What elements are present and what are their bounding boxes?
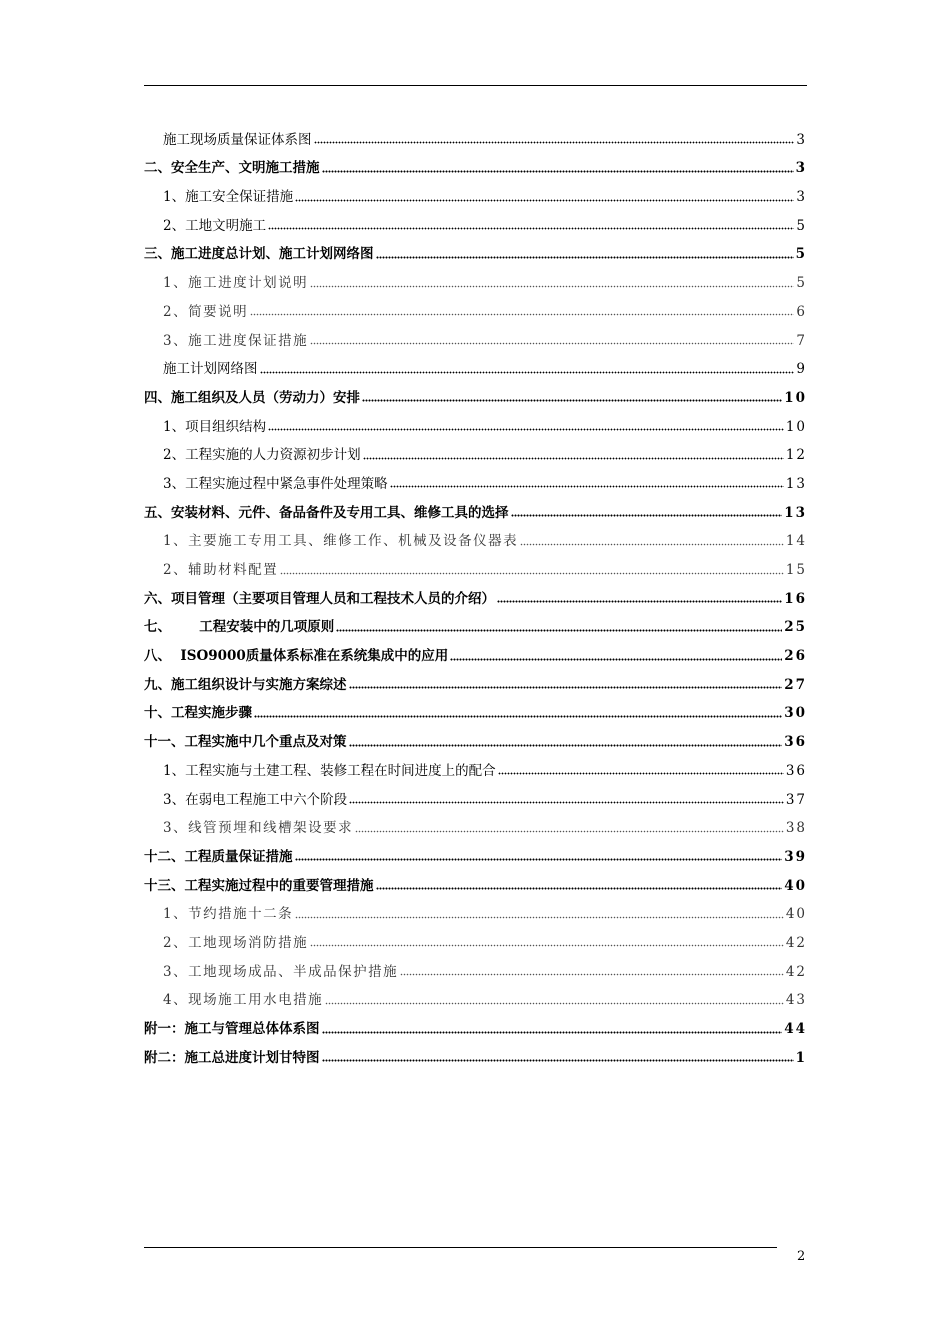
toc-entry[interactable] — [144, 986, 807, 1015]
toc-entry-title: 1、工程实施与土建工程、装修工程在时间进度上的配合 — [163, 762, 496, 779]
dot-leader — [322, 169, 794, 173]
toc-entry-title: 1、节约措施十二条 — [163, 906, 294, 923]
dot-leader — [362, 399, 782, 403]
toc-entry[interactable] — [144, 211, 807, 240]
dot-leader — [310, 342, 794, 346]
toc-entry-page: 14 — [785, 533, 807, 550]
dot-leader — [520, 542, 784, 546]
dot-leader — [497, 600, 782, 604]
toc-entry-page: 12 — [785, 447, 807, 464]
toc-entry[interactable] — [144, 785, 807, 814]
toc-entry[interactable] — [144, 469, 807, 498]
toc-entry-title: 3、工程实施过程中紧急事件处理策略 — [163, 475, 388, 492]
toc-entry-title: 施工现场质量保证体系图 — [163, 131, 312, 148]
toc-entry[interactable] — [144, 268, 807, 297]
toc-entry-title: 2、简要说明 — [163, 303, 249, 320]
toc-entry-page: 25 — [784, 619, 807, 636]
toc-entry[interactable] — [144, 125, 807, 154]
toc-entry[interactable] — [144, 756, 807, 785]
toc-entry[interactable] — [144, 355, 807, 384]
dot-leader — [322, 1059, 794, 1063]
toc-entry-title: 十二、工程质量保证措施 — [144, 848, 293, 865]
toc-entry-title: 3、工地现场成品、半成品保护措施 — [163, 963, 399, 980]
toc-entry-page: 9 — [796, 361, 807, 378]
toc-entry[interactable] — [144, 957, 807, 986]
toc-entry-title: 十三、工程实施过程中的重要管理措施 — [144, 877, 374, 894]
toc-entry-title: 3、在弱电工程施工中六个阶段 — [163, 791, 348, 808]
toc-entry[interactable] — [144, 240, 807, 269]
toc-entry-title: 三、施工进度总计划、施工计划网络图 — [144, 246, 374, 263]
toc-entry-page: 7 — [796, 332, 807, 349]
dot-leader — [295, 198, 794, 202]
toc-entry-title: 4、现场施工用水电措施 — [163, 992, 324, 1009]
toc-entry[interactable] — [144, 182, 807, 211]
toc-entry[interactable] — [144, 412, 807, 441]
dot-leader — [268, 428, 784, 432]
toc-entry-title: 五、安装材料、元件、备品备件及专用工具、维修工具的选择 — [144, 504, 509, 521]
toc-entry[interactable] — [144, 928, 807, 957]
toc-entry-title: 2、工地文明施工 — [163, 217, 267, 234]
toc-entry-title: 十、工程实施步骤 — [144, 705, 252, 722]
dot-leader — [250, 313, 794, 317]
toc-entry-page: 40 — [785, 906, 807, 923]
dot-leader — [295, 915, 784, 919]
dot-leader — [260, 370, 795, 374]
dot-leader — [268, 227, 794, 231]
toc-entry-title: 1、主要施工专用工具、维修工作、机械及设备仪器表 — [163, 533, 519, 550]
toc-entry-page: 10 — [784, 389, 807, 406]
toc-entry[interactable] — [144, 326, 807, 355]
toc-entry-page: 42 — [785, 934, 807, 951]
dot-leader — [498, 772, 784, 776]
toc-entry-page: 30 — [784, 705, 807, 722]
toc-entry-title: 十一、工程实施中几个重点及对策 — [144, 734, 347, 751]
toc-entry[interactable] — [144, 814, 807, 843]
toc-entry-page: 44 — [784, 1021, 807, 1037]
footer-rule — [144, 1247, 777, 1248]
toc-entry-title: 八、 ISO9000质量体系标准在系统集成中的应用 — [144, 648, 449, 665]
toc-entry[interactable] — [144, 900, 807, 929]
toc-entry-page: 37 — [785, 791, 807, 808]
toc-entry-title: 1、施工安全保证措施 — [163, 189, 294, 206]
toc-entry-page: 3 — [796, 131, 807, 148]
toc-entry-page: 39 — [784, 848, 807, 865]
toc-entry[interactable] — [144, 871, 807, 900]
toc-entry[interactable] — [144, 641, 807, 670]
dot-leader — [450, 657, 782, 661]
toc-entry-page: 15 — [785, 562, 807, 578]
toc-entry[interactable] — [144, 383, 807, 412]
toc-entry-page: 36 — [785, 762, 807, 779]
toc-entry[interactable] — [144, 527, 807, 556]
dot-leader — [349, 801, 784, 805]
dot-leader — [325, 1001, 784, 1005]
toc-entry-page: 27 — [784, 676, 807, 693]
toc-entry[interactable] — [144, 1043, 807, 1072]
toc-entry-page: 26 — [784, 648, 807, 665]
toc-entry[interactable] — [144, 1014, 807, 1043]
dot-leader — [310, 284, 794, 288]
toc-entry-title: 施工计划网络图 — [163, 361, 258, 378]
toc-entry-title: 四、施工组织及人员（劳动力）安排 — [144, 389, 360, 406]
toc-entry-page: 5 — [796, 275, 807, 292]
dot-leader — [310, 944, 784, 948]
toc-entry-page: 36 — [784, 734, 807, 751]
page-number: 2 — [797, 1249, 806, 1264]
toc-entry[interactable] — [144, 498, 807, 527]
toc-entry-title: 附一：施工与管理总体体系图 — [144, 1021, 320, 1037]
dot-leader — [295, 858, 783, 862]
toc-entry-page: 3 — [796, 189, 807, 206]
toc-entry-page: 13 — [785, 475, 807, 492]
dot-leader — [400, 973, 784, 977]
toc-entry-page: 1 — [795, 1049, 807, 1066]
toc-entry-title: 1、项目组织结构 — [163, 418, 267, 435]
toc-entry[interactable] — [144, 555, 807, 584]
dot-leader — [376, 887, 783, 891]
toc-entry-title: 2、辅助材料配置 — [163, 562, 279, 578]
toc-entry-page: 16 — [784, 590, 807, 607]
dot-leader — [314, 141, 795, 145]
dot-leader — [280, 571, 784, 575]
toc-entry[interactable] — [144, 584, 807, 613]
toc-entry-page: 6 — [796, 303, 807, 320]
dot-leader — [336, 628, 782, 632]
toc-entry-page: 3 — [795, 160, 807, 177]
toc-entry-title: 附二：施工总进度计划甘特图 — [144, 1049, 320, 1066]
toc-entry-page: 5 — [796, 217, 807, 234]
toc-entry[interactable] — [144, 297, 807, 326]
dot-leader — [349, 743, 783, 747]
toc-entry-title: 3、施工进度保证措施 — [163, 332, 309, 349]
toc-entry-title: 六、项目管理（主要项目管理人员和工程技术人员的介绍） — [144, 590, 495, 607]
toc-entry-title: 九、施工组织设计与实施方案综述 — [144, 676, 347, 693]
dot-leader — [511, 514, 783, 518]
toc-entry-page: 38 — [785, 820, 807, 837]
toc-entry[interactable] — [144, 613, 807, 642]
toc-entry-title: 2、工程实施的人力资源初步计划 — [163, 447, 361, 464]
dot-leader — [322, 1030, 783, 1034]
table-of-contents — [144, 125, 807, 1072]
toc-entry-title: 3、线管预埋和线槽架设要求 — [163, 820, 354, 837]
toc-entry[interactable] — [144, 699, 807, 728]
toc-entry-title: 1、施工进度计划说明 — [163, 275, 309, 292]
toc-entry[interactable] — [144, 842, 807, 871]
dot-leader — [363, 456, 784, 460]
toc-entry-page: 10 — [785, 418, 807, 435]
toc-entry[interactable] — [144, 441, 807, 470]
header-rule — [144, 85, 807, 86]
toc-entry-page: 40 — [784, 877, 807, 894]
dot-leader — [254, 714, 782, 718]
dot-leader — [349, 686, 783, 690]
toc-entry-page: 43 — [785, 992, 807, 1009]
toc-entry-title: 二、安全生产、文明施工措施 — [144, 160, 320, 177]
toc-entry-page: 42 — [785, 963, 807, 980]
dot-leader — [390, 485, 784, 489]
toc-entry-title: 七、 工程安装中的几项原则 — [144, 619, 335, 636]
toc-entry-page: 13 — [784, 504, 807, 521]
toc-entry[interactable] — [144, 154, 807, 183]
toc-entry-page: 5 — [795, 246, 807, 263]
toc-entry[interactable] — [144, 727, 807, 756]
dot-leader — [376, 255, 794, 259]
toc-entry-title: 2、工地现场消防措施 — [163, 934, 309, 951]
toc-entry[interactable] — [144, 670, 807, 699]
dot-leader — [355, 829, 784, 833]
